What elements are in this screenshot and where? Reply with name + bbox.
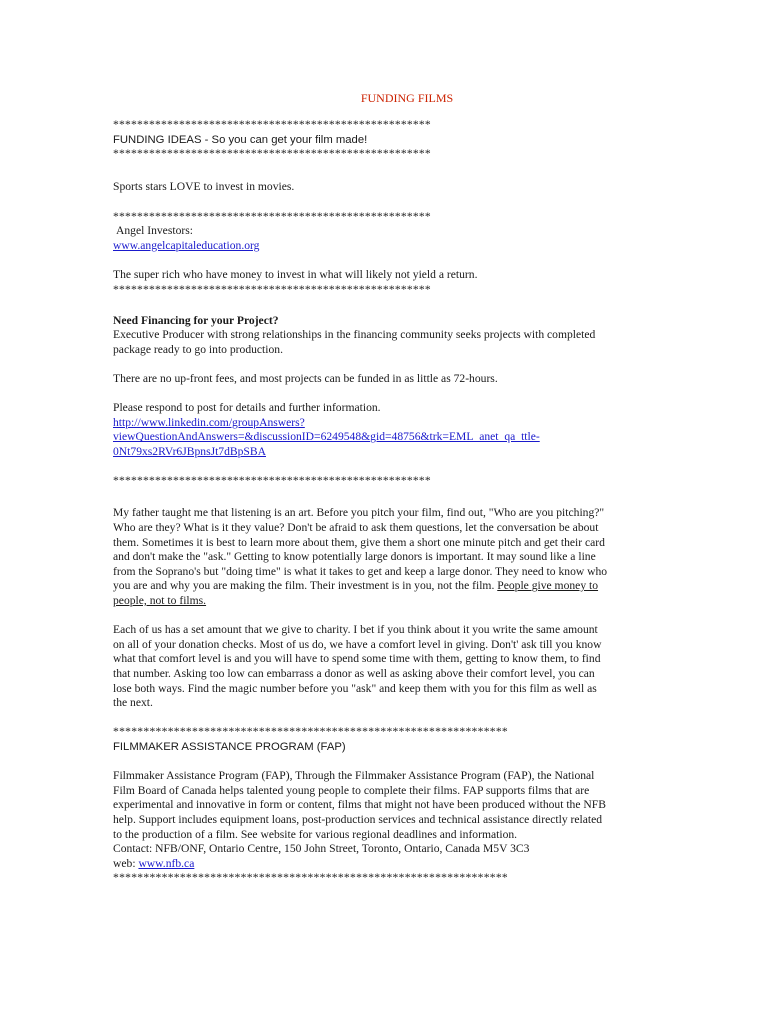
father-line: people, not to films.	[113, 594, 207, 607]
father-line: them. Sometimes it is best to learn more about them, give them a short one minute pitch and get their card	[113, 535, 605, 549]
father-text: you are and why you are making the film. Their investment is in you, not the film.	[113, 579, 498, 593]
charity-line: on all of your donation checks. Most of us do, we have a comfort level in giving. Don't' ask till you know	[113, 637, 602, 651]
fap-web	[113, 857, 653, 872]
separator: *****************************************************	[113, 209, 431, 223]
super-rich-text: The super rich who have money to invest in what will likely not yield a return.	[113, 267, 478, 281]
angel-investors-label: Angel Investors:	[116, 224, 193, 238]
linkedin-link[interactable]: http://www.linkedin.com/groupAnswers?	[113, 415, 305, 429]
father-line: Who are they? What is it they value? Don't be afraid to ask them questions, let the conversation be about	[113, 521, 599, 535]
charity-line: lose both ways. Find the magic number before you "ask" and keep them with you for this film as well as	[113, 681, 597, 695]
no-fees-text: There are no up-front fees, and most projects can be funded in as little as 72-hours.	[113, 372, 498, 386]
separator: *****************************************************	[113, 282, 431, 296]
document-body	[113, 118, 653, 886]
page-title: FUNDING FILMS	[360, 91, 454, 105]
fap-contact: Contact: NFB/ONF, Ontario Centre, 150 John Street, Toronto, Ontario, Canada M5V 3C3	[113, 842, 530, 856]
respond-text: Please respond to post for details and further information.	[113, 401, 381, 415]
separator: *****************************************************************	[113, 725, 508, 739]
fap-line: Filmmaker Assistance Program (FAP), Through the Filmmaker Assistance Program (FAP), the National	[113, 769, 595, 783]
separator: *****************************************************	[113, 147, 431, 161]
fap-line: experimental and innovative in form or content, films that might not have been produced without the NFB	[113, 798, 606, 812]
father-underlined-text: People give money to	[497, 579, 599, 593]
charity-line: Each of us has a set amount that we give to charity. I bet if you think about it you write the same amount	[113, 623, 598, 637]
financing-heading: Need Financing for your Project?	[113, 313, 279, 327]
father-line: and don't make the "ask." Getting to know potentially large donors is important. It may sound like a line	[113, 550, 596, 564]
charity-line: the next.	[113, 696, 153, 710]
linkedin-link[interactable]: 0Nt79xs2RVr6JBpnsJt7dBpSBA	[113, 445, 266, 459]
financing-line: package ready to go into production.	[113, 342, 283, 356]
sports-text: Sports stars LOVE to invest in movies.	[113, 180, 295, 194]
nfb-link[interactable]: www.nfb.ca	[138, 856, 195, 870]
web-label: web:	[113, 856, 139, 870]
separator: *****************************************************	[113, 118, 431, 131]
linkedin-link[interactable]: viewQuestionAndAnswers=&discussionID=6249548&gid=48756&trk=EML_anet_qa_ttle-	[113, 430, 540, 444]
fap-line: Film Board of Canada helps talented young people to complete their films. FAP supports films that are	[113, 783, 590, 797]
charity-line: what that comfort level is and you will have to spend some time with them, getting to know them, to find	[113, 652, 601, 666]
angel-link[interactable]: www.angelcapitaleducation.org	[113, 238, 260, 252]
separator: *****************************************************	[113, 474, 431, 488]
financing-line: Executive Producer with strong relationships in the financing community seeks projects with completed	[113, 328, 596, 342]
separator: *****************************************************************	[113, 871, 508, 885]
fap-line: to the production of a film. See website for various regional deadlines and information.	[113, 827, 518, 841]
funding-ideas-heading: FUNDING IDEAS - So you can get your film made!	[113, 133, 368, 146]
father-line: from the Soprano's but "doing time" is what it takes to get and keep a large donor. They need to know who	[113, 564, 608, 578]
fap-heading: FILMMAKER ASSISTANCE PROGRAM (FAP)	[113, 740, 346, 753]
father-line: My father taught me that listening is an art. Before you pitch your film, find out, "Who are you pitching?"	[113, 506, 605, 520]
fap-line: help. Support includes equipment loans, post-production services and technical assistance directly related	[113, 812, 603, 826]
charity-line: that number. Asking too low can embarrass a donor as well as asking above their comfort level, you can	[113, 666, 595, 680]
father-line	[113, 579, 653, 594]
